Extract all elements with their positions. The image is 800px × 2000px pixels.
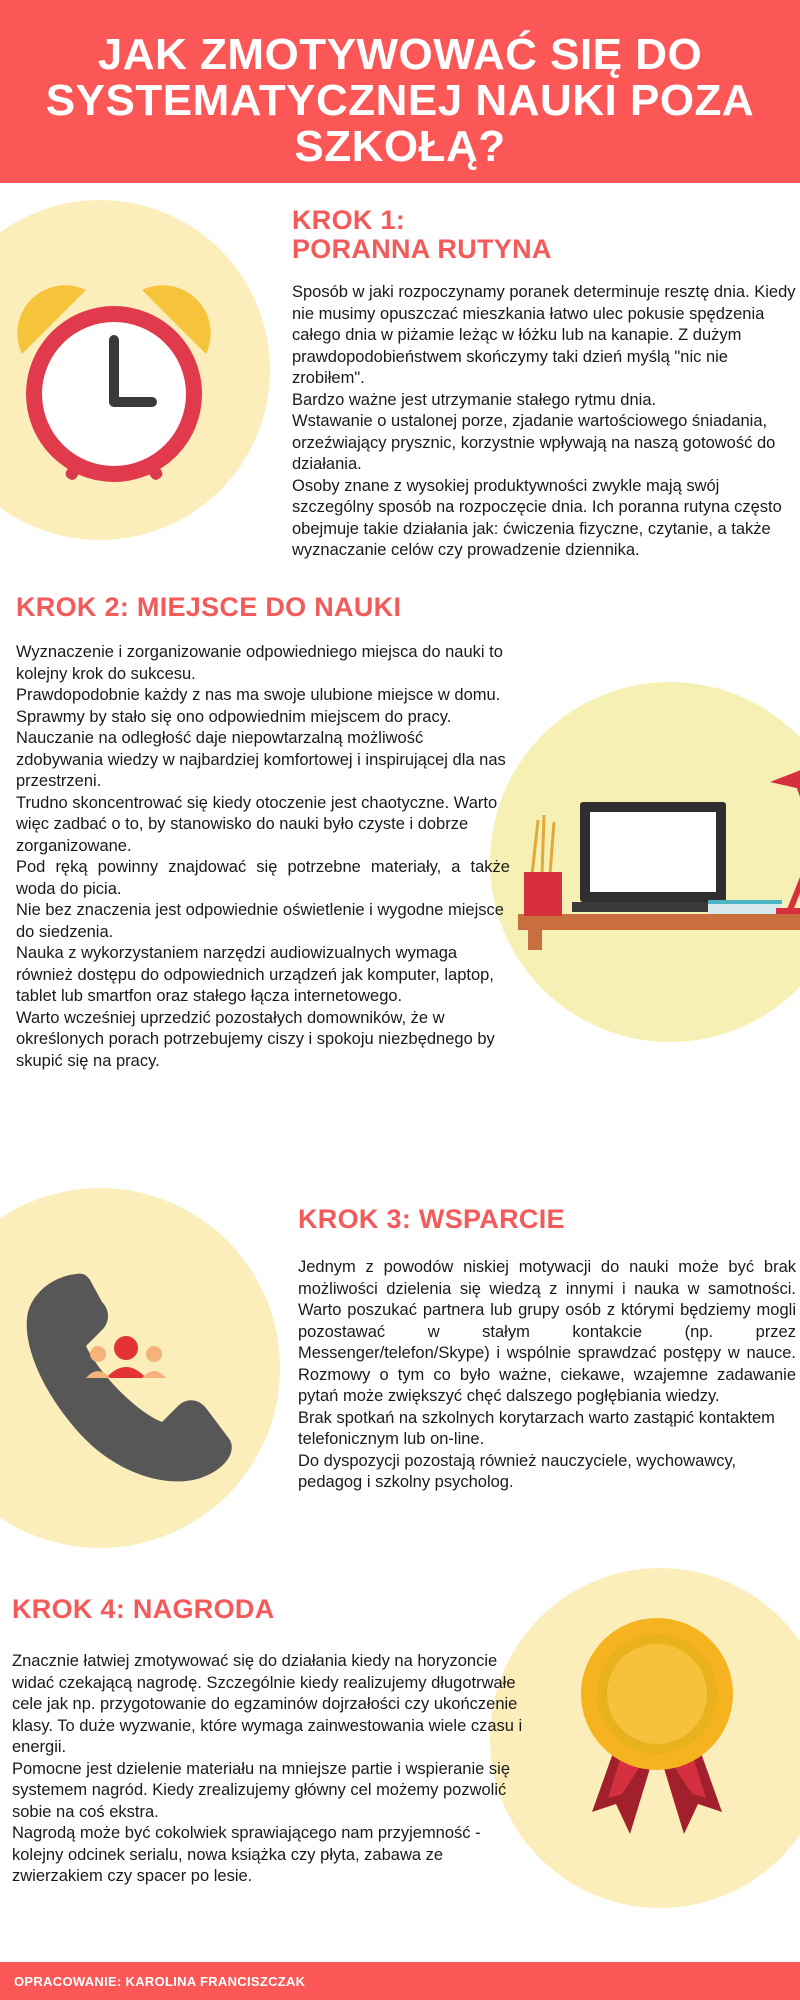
paragraph: Warto wcześniej uprzedzić pozostałych domowników, że w określonych porach potrzebujemy ciszy i spokoju niezbędnego by skupić się na pracy.: [16, 1008, 495, 1070]
step1-text: [292, 282, 796, 562]
header-banner: [0, 0, 800, 183]
step3-text: [298, 1257, 796, 1494]
paragraph: Prawdopodobnie każdy z nas ma swoje ulubione miejsce w domu. Sprawmy by stało się ono odpowiednim miejscem do pracy.: [16, 686, 501, 726]
step4-text: [12, 1651, 526, 1888]
author-credit: OPRACOWANIE: KAROLINA FRANCISZCZAK: [14, 1974, 306, 1989]
paragraph: Nauka z wykorzystaniem narzędzi audiowizualnych wymaga również dostępu do odpowiednich urządzeń jak komputer, laptop, tablet lub smartfon oraz stałego łącza internetowego.: [16, 944, 494, 1005]
step4-heading: KROK 4: NAGRODA: [12, 1594, 275, 1624]
phone-group-icon: [16, 1268, 246, 1488]
paragraph: Bardzo ważne jest utrzymanie stałego rytmu dnia.: [292, 390, 657, 409]
paragraph: Osoby znane z wysokiej produktywności zwykle mają swój szczególny sposób na rozpoczęcie dnia. Ich poranna rutyna często obejmuje takie działania jak: ćwiczenia fizyczne, czytanie, a także wyznaczanie celów czy prowadzenie dziennika.: [292, 476, 782, 559]
step1-heading: KROK 1: PORANNA RUTYNA: [292, 205, 552, 264]
paragraph: Do dyspozycji pozostają również nauczyciele, wychowawcy, pedagog i szkolny psycholog.: [298, 1451, 737, 1491]
medal-icon: [572, 1612, 742, 1842]
paragraph: Jednym z powodów niskiej motywacji do nauki może być brak możliwości dzielenia się wiedzą z innymi i nauka w samotności. Warto poszukać partnera lub grupy osób z którymi będziemy mogli pozostawać w stałym kontakcie (np. przez Messenger/telefon/Skype) i wspólnie sprawdzać postępy w nauce. Rozmowy o tym co było ważne, ciekawe, wzajemne zadawanie pytań może zwiększyć chęć dalszego pogłębiania wiedzy.: [298, 1258, 796, 1405]
page-title: JAK ZMOTYWOWAĆ SIĘ DO SYSTEMATYCZNEJ NAUKI POZA SZKOŁĄ?: [45, 30, 755, 171]
paragraph: Znacznie łatwiej zmotywować się do działania kiedy na horyzoncie widać czekającą nagrodę. Szczególnie kiedy realizujemy długotrwałe cele jak np. przygotowanie do egzaminów dojrzałości czy ukończenie klasy. To duże wyzwanie, które wymaga zainwestowania wiele czasu i energii.: [12, 1652, 523, 1756]
paragraph: Trudno skoncentrować się kiedy otoczenie jest chaotyczne. Warto więc zadbać o to, by stanowisko do nauki było czyste i dobrze zorganizowane.: [16, 793, 498, 855]
footer-bar: [0, 1962, 800, 2000]
step3-heading: KROK 3: WSPARCIE: [298, 1204, 565, 1234]
paragraph: Nagrodą może być cokolwiek sprawiającego nam przyjemność - kolejny odcinek serialu, nowa książka czy płyta, zabawa ze zwierzakiem czy spacer po lesie.: [12, 1824, 481, 1885]
paragraph: Wyznaczenie i zorganizowanie odpowiedniego miejsca do nauki to kolejny krok do sukcesu.: [16, 643, 503, 683]
desk-laptop-icon: [518, 760, 800, 950]
step2-heading: KROK 2: MIEJSCE DO NAUKI: [16, 592, 402, 622]
paragraph: Nie bez znaczenia jest odpowiednie oświetlenie i wygodne miejsce do siedzenia.: [16, 901, 504, 941]
alarm-clock-icon: [14, 282, 214, 502]
paragraph: Pod ręką powinny znajdować się potrzebne materiały, a także woda do picia.: [16, 858, 510, 898]
paragraph: Sposób w jaki rozpoczynamy poranek determinuje resztę dnia. Kiedy nie musimy opuszczać mieszkania łatwo ulec pokusie spędzenia całego dnia w piżamie leżąc w łóżku lub na kanapie. Z dużym prawdopodobieństwem skończymy taki dzień myślą "nic nie zrobiłem".: [292, 283, 796, 387]
step2-text: [16, 642, 510, 1072]
paragraph: Wstawanie o ustalonej porze, zjadanie wartościowego śniadania, orzeźwiający prysznic, korzystnie wpływają na naszą gotowość do działania.: [292, 412, 776, 473]
paragraph: Brak spotkań na szkolnych korytarzach warto zastąpić kontaktem telefonicznym lub on-line.: [298, 1408, 775, 1448]
paragraph: Nauczanie na odległość daje niepowtarzalną możliwość zdobywania wiedzy w najbardziej komfortowej i inspirującej dla nas przestrzeni.: [16, 729, 506, 790]
paragraph: Pomocne jest dzielenie materiału na mniejsze partie i wspieranie się systemem nagród. Kiedy zrealizujemy główny cel możemy pozwolić sobie na coś ekstra.: [12, 1759, 510, 1821]
